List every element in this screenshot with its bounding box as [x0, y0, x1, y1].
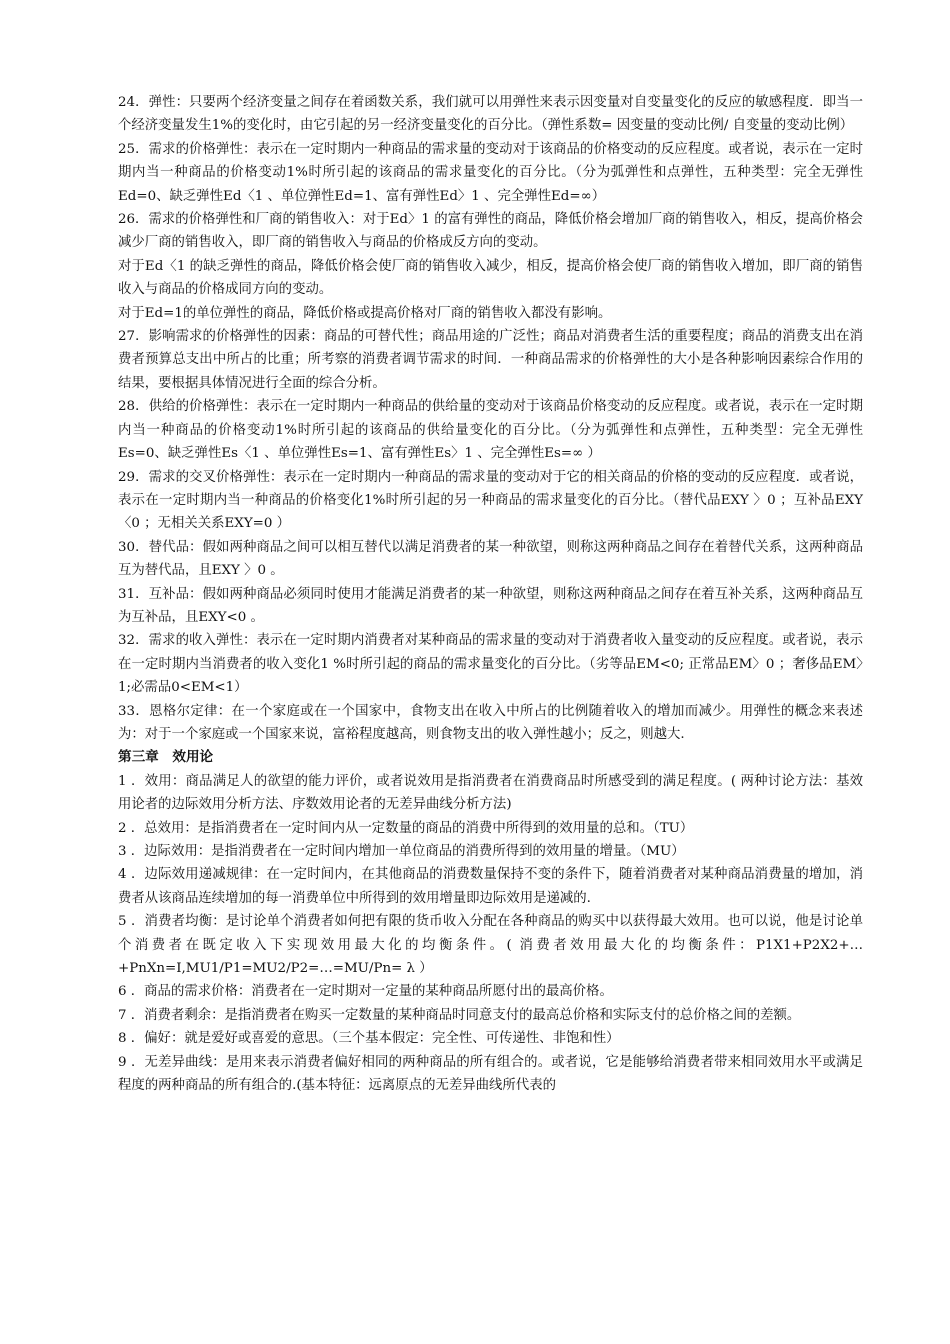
paragraph-3-marginal-utility: 3 ．边际效用：是指消费者在一定时间内增加一单位商品的消费所得到的效用量的增量。（MU）: [118, 844, 685, 859]
paragraph-32-income-elasticity: 32．需求的收入弹性：表示在一定时期内消费者对某种商品的需求量的变动对于消费者收入量变动的反应程度。或者说，表示在一定时期内当消费者的收入变化1 %时所引起的商品的需求量变化的百分比。（劣等品EM<0; 正常品EM〉0 ；奢侈品EM〉1;必需品0<EM<1）: [118, 633, 863, 696]
paragraph-9-indifference-curve: 9 ．无差异曲线：是用来表示消费者偏好相同的两种商品的所有组合的。或者说，它是能够给消费者带来相同效用水平或满足程度的两种商品的所有组合的.(基本特征：远离原点的无差异曲线所代表的: [118, 1054, 863, 1094]
paragraph-8-preference: 8 ．偏好：就是爱好或喜爱的意思。（三个基本假定：完全性、可传递性、非饱和性）: [118, 1031, 620, 1047]
chapter-heading: 第三章 效用论: [118, 749, 214, 766]
paragraph-5-consumer-equilibrium: 5 ．消费者均衡：是讨论单个消费者如何把有限的货币收入分配在各种商品的购买中以获得最大效用。也可以说，他是讨论单个消费者在既定收入下实现效用最大化的均衡条件。( 消费者效用最大化的均衡条件：P1X1+P2X2+…+PnXn=I,MU1/P1=MU2/P2=…=MU/Pn= λ ）: [118, 914, 863, 977]
paragraph-26-elasticity-and-revenue: 26．需求的价格弹性和厂商的销售收入：对于Ed〉1 的富有弹性的商品，降低价格会增加厂商的销售收入，相反，提高价格会减少厂商的销售收入，即厂商的销售收入与商品的价格成反方向的变动。: [118, 212, 863, 251]
paragraph-30-substitutes: 30．替代品：假如两种商品之间可以相互替代以满足消费者的某一种欲望，则称这两种商品之间存在着替代关系，这两种商品互为替代品，且EXY 〉0 。: [118, 539, 863, 579]
paragraph-26-unit-elastic-case: 对于Ed=1的单位弹性的商品，降低价格或提高价格对厂商的销售收入都没有影响。: [118, 305, 612, 321]
paragraph-6-demand-price: 6 ．商品的需求价格：消费者在一定时期对一定量的某种商品所愿付出的最高价格。: [118, 984, 613, 1000]
document-body: [118, 91, 863, 1097]
paragraph-25-price-elasticity-of-demand: 25．需求的价格弹性：表示在一定时期内一种商品的需求量的变动对于该商品的价格变动的反应程度。或者说，表示在一定时期内当一种商品的价格变动1%时所引起的该商品的需求量变化的百分比。（分为弧弹性和点弹性，五种类型：完全无弹性Ed=0、缺乏弹性Ed〈1 、单位弹性Ed=1、富有弹性Ed〉1 、完全弹性Ed=∞）: [118, 141, 863, 204]
paragraph-29-cross-price-elasticity: 29．需求的交叉价格弹性：表示在一定时期内一种商品的需求量的变动对于它的相关商品的价格的变动的反应程度．或者说，表示在一定时期内当一种商品的价格变化1%时所引起的另一种商品的需求量变化的百分比。（替代品EXY 〉0 ；互补品EXY 〈0 ；无相关关系EXY=0 ）: [118, 469, 863, 532]
paragraph-24-elasticity: 24．弹性：只要两个经济变量之间存在着函数关系，我们就可以用弹性来表示因变量对自变量变化的反应的敏感程度．即当一个经济变量发生1%的变化时，由它引起的另一经济变量变化的百分比。（弹性系数= 因变量的变动比例/ 自变量的变动比例）: [118, 95, 863, 134]
paragraph-31-complements: 31．互补品：假如两种商品必须同时使用才能满足消费者的某一种欲望，则称这两种商品之间存在着互补关系，这两种商品互为互补品，且EXY<0 。: [118, 586, 863, 625]
paragraph-2-total-utility: 2 ．总效用：是指消费者在一定时间内从一定数量的商品的消费中所得到的效用量的总和。（TU）: [118, 820, 694, 836]
paragraph-33-engels-law: 33．恩格尔定律：在一个家庭或在一个国家中，食物支出在收入中所占的比例随着收入的增加而减少。用弹性的概念来表述为：对于一个家庭或一个国家来说，富裕程度越高，则食物支出的收入弹性越小；反之，则越大.: [118, 703, 863, 742]
paragraph-28-price-elasticity-of-supply: 28．供给的价格弹性：表示在一定时期内一种商品的供给量的变动对于该商品价格变动的反应程度。或者说，表示在一定时期内当一种商品的价格变动1%时所引起的该商品的供给量变化的百分比。（分为弧弹性和点弹性，五种类型：完全无弹性Es=0、缺乏弹性Es〈1 、单位弹性Es=1、富有弹性Es〉1 、完全弹性Es=∞ ）: [118, 399, 863, 462]
paragraph-26-inelastic-case: 对于Ed〈1 的缺乏弹性的商品，降低价格会使厂商的销售收入减少，相反，提高价格会使厂商的销售收入增加，即厂商的销售收入与商品的价格成同方向的变动。: [118, 258, 863, 298]
paragraph-27-elasticity-factors: 27．影响需求的价格弹性的因素：商品的可替代性；商品用途的广泛性；商品对消费者生活的重要程度；商品的消费支出在消费者预算总支出中所占的比重；所考察的消费者调节需求的时间．一种商品需求的价格弹性的大小是各种影响因素综合作用的结果，要根据具体情况进行全面的综合分析。: [118, 329, 863, 391]
paragraph-1-utility: 1 ．效用：商品满足人的欲望的能力评价，或者说效用是指消费者在消费商品时所感受到的满足程度。( 两种讨论方法：基效用论者的边际效用分析方法、序数效用论者的无差异曲线分析方法): [118, 773, 863, 813]
paragraph-7-consumer-surplus: 7 ．消费者剩余：是指消费者在购买一定数量的某种商品时同意支付的最高总价格和实际支付的总价格之间的差额。: [118, 1007, 801, 1023]
paragraph-4-diminishing-marginal-utility: 4 ．边际效用递减规律：在一定时间内，在其他商品的消费数量保持不变的条件下，随着消费者对某种商品消费量的增加，消费者从该商品连续增加的每一消费单位中所得到的效用增量即边际效用是递减的.: [118, 867, 863, 906]
